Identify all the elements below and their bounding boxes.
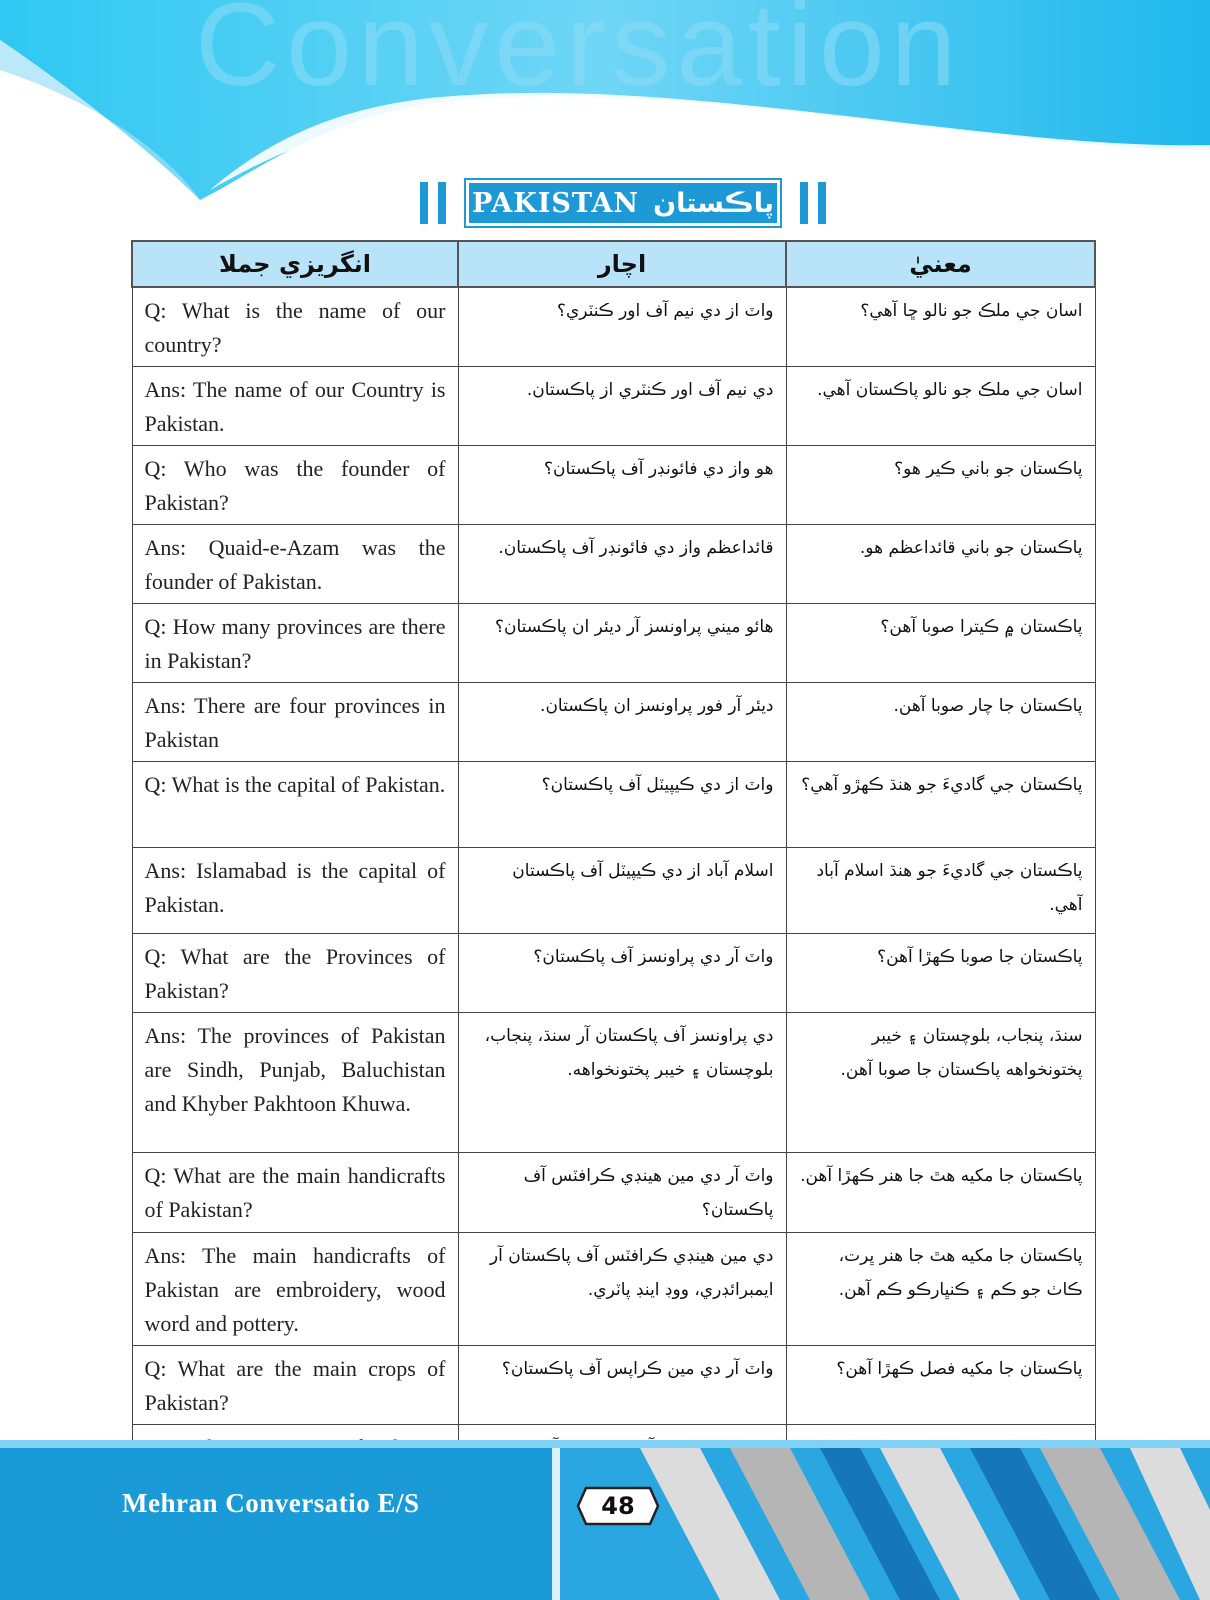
table-row bbox=[132, 1013, 1095, 1153]
english-sentence: Ans: Islamabad is the capital of Pakistan. bbox=[132, 848, 458, 934]
meaning: پاڪستان جا مکيه فصل ڪهڙا آهن؟ bbox=[786, 1346, 1095, 1425]
table-row bbox=[132, 934, 1095, 1013]
meaning: سنڌ، پنجاب، بلوچستان ۽ خيبر پختونخواهه پاڪستان جا صوبا آهن. bbox=[786, 1013, 1095, 1153]
english-sentence: Q: What are the Provinces of Pakistan? bbox=[132, 934, 458, 1013]
pronunciation: واٽ از دي نيم آف اور ڪنٽري؟ bbox=[458, 287, 786, 367]
header-banner bbox=[0, 0, 1210, 210]
pronunciation: قائداعظم واز دي فائونڊر آف پاڪستان. bbox=[458, 525, 786, 604]
pronunciation: هائو ميني پراونسز آر ديئر ان پاڪستان؟ bbox=[458, 604, 786, 683]
table-row bbox=[132, 446, 1095, 525]
english-sentence: Q: What is the name of our country? bbox=[132, 287, 458, 367]
english-sentence: Ans: The main handicrafts of Pakistan are embroidery, wood word and pottery. bbox=[132, 1233, 458, 1346]
pronunciation: ديئر آر فور پراونسز ان پاڪستان. bbox=[458, 683, 786, 762]
meaning: پاڪستان جي گاديءَ جو هنڌ ڪهڙو آهي؟ bbox=[786, 762, 1095, 848]
meaning: اسان جي ملڪ جو نالو ڇا آهي؟ bbox=[786, 287, 1095, 367]
page-number-badge bbox=[576, 1486, 660, 1526]
english-sentence: Ans: The name of our Country is Pakistan. bbox=[132, 367, 458, 446]
title-sindhi: پاڪستان bbox=[653, 187, 775, 219]
meaning: اسان جي ملڪ جو نالو پاڪستان آهي. bbox=[786, 367, 1095, 446]
english-sentence: Q: What is the capital of Pakistan. bbox=[132, 762, 458, 848]
english-sentence: Q: How many provinces are there in Pakistan? bbox=[132, 604, 458, 683]
table-row bbox=[132, 1153, 1095, 1233]
title-decor-bar bbox=[438, 182, 446, 224]
meaning: پاڪستان جو باني ڪير هو؟ bbox=[786, 446, 1095, 525]
title-decor-bar bbox=[818, 182, 826, 224]
pronunciation: واٽ آر دي پراونسز آف پاڪستان؟ bbox=[458, 934, 786, 1013]
english-sentence: Ans: There are four provinces in Pakistan bbox=[132, 683, 458, 762]
pronunciation: هو واز دي فائونڊر آف پاڪستان؟ bbox=[458, 446, 786, 525]
title-english: PAKISTAN bbox=[471, 187, 640, 219]
meaning: پاڪستان ۾ ڪيترا صوبا آهن؟ bbox=[786, 604, 1095, 683]
english-sentence: Q: Who was the founder of Pakistan? bbox=[132, 446, 458, 525]
conversation-table bbox=[131, 240, 1096, 1504]
table-row bbox=[132, 683, 1095, 762]
table-row bbox=[132, 287, 1095, 367]
footer-book-title: Mehran Conversatio E/S bbox=[122, 1488, 420, 1518]
meaning: پاڪستان جي گاديءَ جو هنڌ اسلام آباد آهي. bbox=[786, 848, 1095, 934]
pronunciation: دي نيم آف اور ڪنٽري از پاڪستان. bbox=[458, 367, 786, 446]
meaning: پاڪستان جو باني قائداعظم هو. bbox=[786, 525, 1095, 604]
table-row bbox=[132, 525, 1095, 604]
pronunciation: دي پراونسز آف پاڪستان آر سنڌ، پنجاب، بلوچستان ۽ خيبر پختونخواهه. bbox=[458, 1013, 786, 1153]
header-decor-word: Conversation bbox=[195, 0, 963, 111]
pronunciation: واٽ آر دي مين ڪراپس آف پاڪستان؟ bbox=[458, 1346, 786, 1425]
page-title bbox=[420, 180, 826, 226]
english-sentence: Q: What are the main handicrafts of Pakistan? bbox=[132, 1153, 458, 1233]
meaning: پاڪستان جا صوبا ڪهڙا آهن؟ bbox=[786, 934, 1095, 1013]
meaning: پاڪستان جا مکيه هٿ جا هنر ڪهڙا آهن. bbox=[786, 1153, 1095, 1233]
table-row bbox=[132, 1233, 1095, 1346]
english-sentence: Ans: The provinces of Pakistan are Sindh, Punjab, Baluchistan and Khyber Pakhtoon Khuwa. bbox=[132, 1013, 458, 1153]
title-decor-bar bbox=[800, 182, 808, 224]
table-row bbox=[132, 367, 1095, 446]
table-row bbox=[132, 604, 1095, 683]
pronunciation: اسلام آباد از دي ڪيپيٽل آف پاڪستان bbox=[458, 848, 786, 934]
meaning: پاڪستان جا چار صوبا آهن. bbox=[786, 683, 1095, 762]
title-box bbox=[466, 180, 780, 226]
english-sentence: Ans: Quaid-e-Azam was the founder of Pakistan. bbox=[132, 525, 458, 604]
header-english-sentence: انگريزي جملا bbox=[132, 241, 458, 287]
table-row bbox=[132, 1346, 1095, 1425]
page-number: 48 bbox=[601, 1492, 635, 1520]
pronunciation: واٽ از دي ڪيپيٽل آف پاڪستان؟ bbox=[458, 762, 786, 848]
header-meaning: معنيٰ bbox=[786, 241, 1095, 287]
meaning: پاڪستان جا مکيه هٿ جا هنر ڀرت، ڪاٺ جو ڪم ۽ ڪنڀارڪو ڪم آهن. bbox=[786, 1233, 1095, 1346]
english-sentence: Q: What are the main crops of Pakistan? bbox=[132, 1346, 458, 1425]
title-decor-bar bbox=[420, 182, 428, 224]
table-row bbox=[132, 848, 1095, 934]
header-pronunciation: اچار bbox=[458, 241, 786, 287]
table-row bbox=[132, 762, 1095, 848]
table-header-row bbox=[132, 241, 1095, 287]
pronunciation: واٽ آر دي مين هينڊي ڪرافٽس آف پاڪستان؟ bbox=[458, 1153, 786, 1233]
pronunciation: دي مين هينڊي ڪرافٽس آف پاڪستان آر ايمبرائڊري، ووڊ اينڊ پاٽري. bbox=[458, 1233, 786, 1346]
